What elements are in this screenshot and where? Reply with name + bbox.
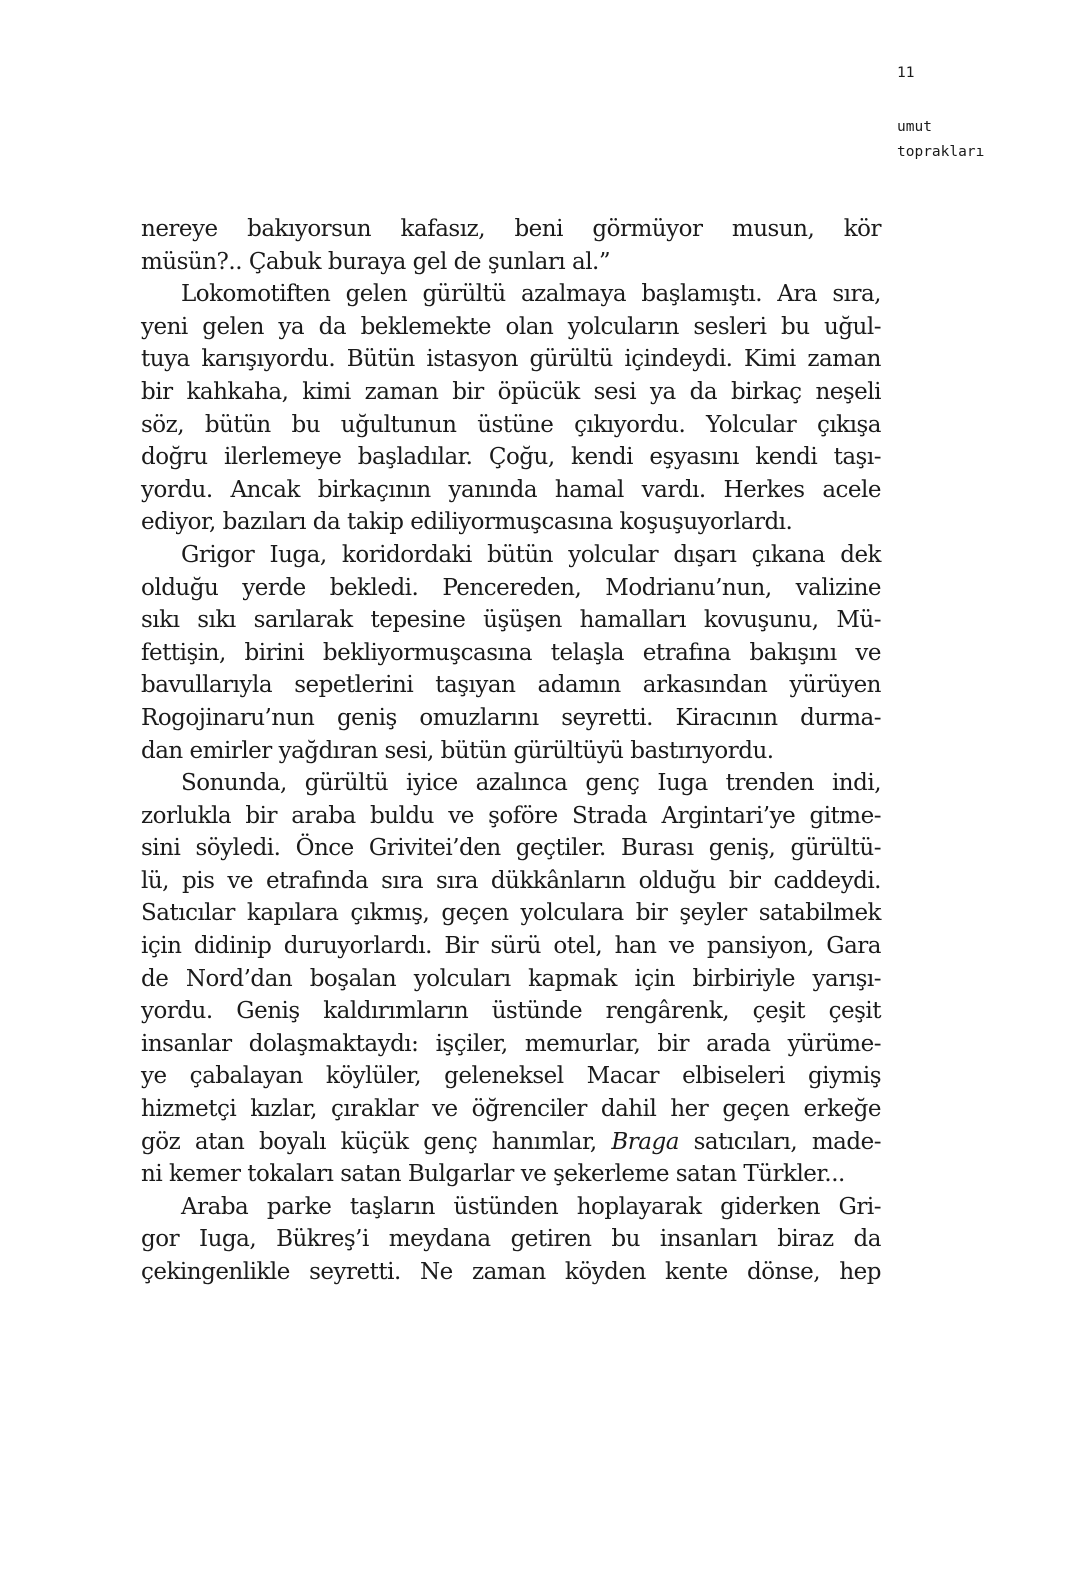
text-line: bavullarıyla sepetlerini taşıyan adamın arkasından yürüyen (141, 672, 881, 699)
text-line: yordu. Ancak birkaçının yanında hamal vardı. Herkes acele (141, 476, 881, 503)
text-segment: satıcıları, made- (678, 1128, 881, 1155)
text-line (141, 1126, 881, 1159)
text-line: yordu. Geniş kaldırımların üstünde rengârenk, çeşit çeşit (141, 998, 881, 1025)
text-segment: göz atan boyalı küçük genç hanımlar, (141, 1128, 612, 1155)
text-line: Sonunda, gürültü iyice azalınca genç Iuga trenden indi, (181, 770, 881, 797)
text-line: Lokomotiften gelen gürültü azalmaya başlamıştı. Ara sıra, (181, 281, 881, 308)
text-line: ni kemer tokaları satan Bulgarlar ve şekerleme satan Türkler... (141, 1161, 845, 1188)
text-line: sini söyledi. Önce Grivitei’den geçtiler. Burası geniş, gürültü- (141, 835, 881, 862)
text-line: Grigor Iuga, koridordaki bütün yolcular dışarı çıkana dek (181, 541, 881, 568)
text-line: ediyor, bazıları da takip ediliyormuşcasına koşuşuyorlardı. (141, 509, 793, 536)
text-line: doğru ilerlemeye başladılar. Çoğu, kendi eşyasını kendi taşı- (141, 444, 881, 471)
text-line: dan emirler yağdıran sesi, bütün gürültüyü bastırıyordu. (141, 737, 774, 764)
text-line: için didinip duruyorlardı. Bir sürü otel, han ve pansiyon, Gara (141, 933, 881, 960)
text-line: zorlukla bir araba buldu ve şoföre Strada Argintari’ye gitme- (141, 802, 881, 829)
text-line: söz, bütün bu uğultunun üstüne çıkıyordu. Yolcular çıkışa (141, 411, 881, 438)
text-line: tuya karışıyordu. Bütün istasyon gürültü içindeydi. Kimi zaman (141, 346, 881, 373)
text-line: gor Iuga, Bükreş’i meydana getiren bu insanları biraz da (141, 1226, 881, 1253)
text-line: de Nord’dan boşalan yolcuları kapmak için birbiriyle yarışı- (141, 965, 881, 992)
text-line: Rogojinaru’nun geniş omuzlarını seyretti. Kiracının durma- (141, 704, 881, 731)
text-line: yeni gelen ya da beklemekte olan yolcuların sesleri bu uğul- (141, 313, 881, 340)
text-line: müsün?.. Çabuk buraya gel de şunları al.” (141, 248, 611, 275)
text-line: lü, pis ve etrafında sıra sıra dükkânların olduğu bir caddeydi. (141, 867, 881, 894)
text-line: nereye bakıyorsun kafasız, beni görmüyor musun, kör (141, 216, 881, 242)
text-line: hizmetçi kızlar, çıraklar ve öğrenciler dahil her geçen erkeğe (141, 1096, 881, 1123)
text-line: çekingenlikle seyretti. Ne zaman köyden kente dönse, hep (141, 1259, 881, 1285)
body-text (141, 213, 881, 1289)
text-line: sıkı sıkı sarılarak tepesine üşüşen hamalları kovuşunu, Mü- (141, 607, 881, 634)
page-number: 11 (897, 65, 915, 81)
text-line: Satıcılar kapılara çıkmış, geçen yolculara bir şeyler satabilmek (141, 900, 881, 927)
italic-word: Braga (611, 1128, 679, 1155)
text-line: bir kahkaha, kimi zaman bir öpücük sesi ya da birkaç neşeli (141, 378, 881, 405)
running-title-line-2: toprakları (897, 144, 985, 160)
text-line: insanlar dolaşmaktaydı: işçiler, memurlar, bir arada yürüme- (141, 1030, 881, 1057)
text-line: Araba parke taşların üstünden hoplayarak giderken Gri- (181, 1193, 881, 1220)
running-title-line-1: umut (897, 119, 932, 135)
text-line: olduğu yerde bekledi. Pencereden, Modrianu’nun, valizine (141, 574, 881, 601)
text-line: ye çabalayan köylüler, geleneksel Macar elbiseleri giymiş (141, 1063, 881, 1090)
text-line: fettişin, birini bekliyormuşcasına telaşla etrafına bakışını ve (141, 639, 881, 666)
